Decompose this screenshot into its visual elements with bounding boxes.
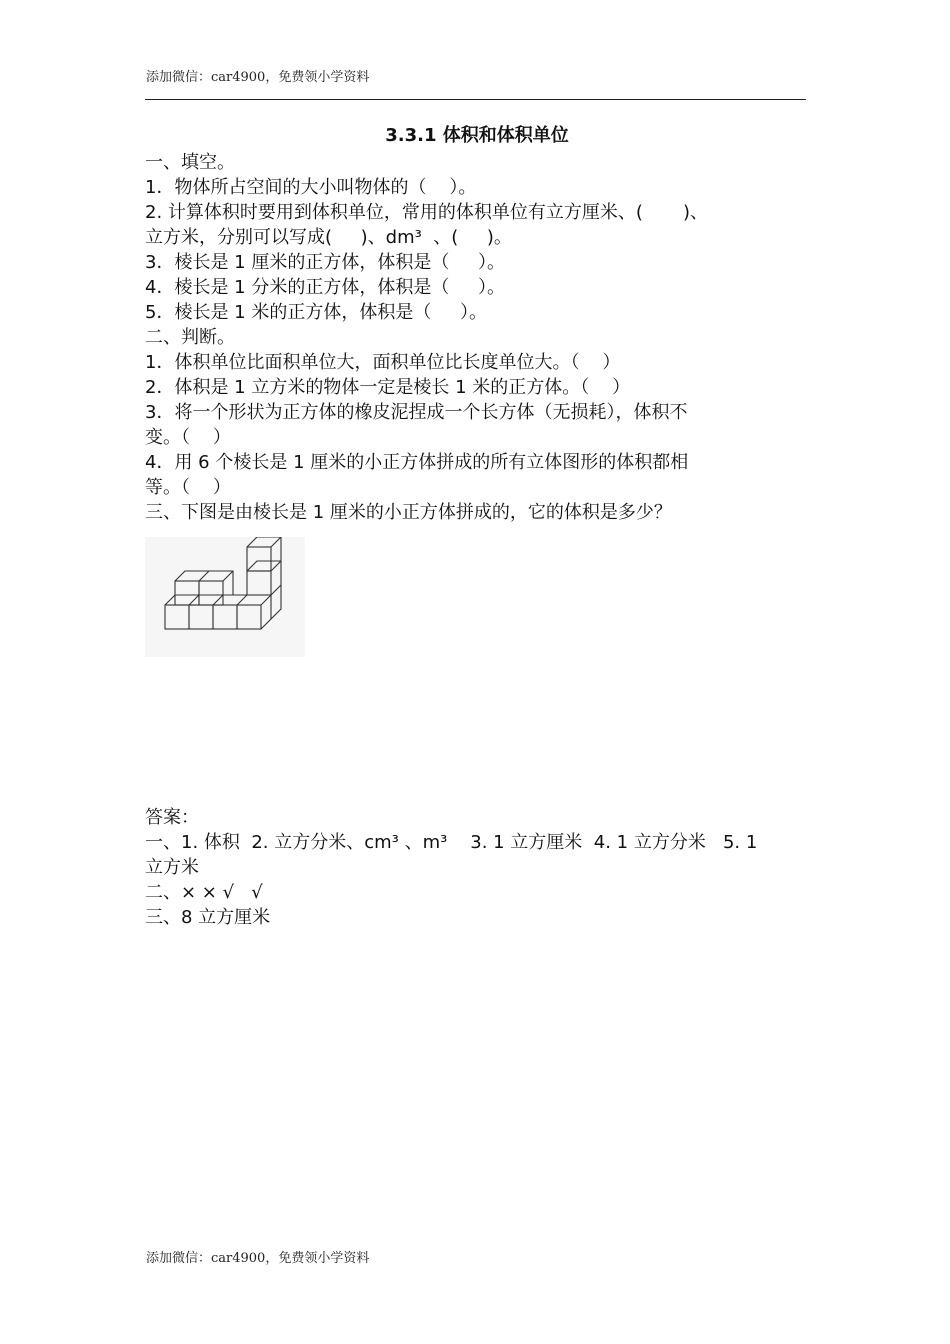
answer-line: 三、8 立方厘米 (145, 907, 271, 928)
question-line: 4．用 6 个棱长是 1 厘米的小正方体拼成的所有立体图形的体积都相 (145, 452, 689, 473)
question-line: 4．棱长是 1 分米的正方体，体积是（ ）。 (145, 277, 505, 298)
question-line: 3．将一个形状为正方体的橡皮泥捏成一个长方体（无损耗），体积不 (145, 402, 688, 423)
question-line: 2．体积是 1 立方米的物体一定是棱长 1 米的正方体。（ ） (145, 377, 631, 398)
page-footer: 添加微信：car4900，免费领小学资料 (146, 1251, 370, 1266)
question-line: 5．棱长是 1 米的正方体，体积是（ ）。 (145, 302, 487, 323)
section-heading: 三、下图是由棱长是 1 厘米的小正方体拼成的，它的体积是多少？ (145, 502, 672, 523)
question-line: 立方米，分别可以写成( )、dm³ 、( )。 (145, 227, 512, 248)
document-body (145, 122, 809, 930)
cube-figure (145, 537, 305, 657)
answers-heading: 答案： (145, 807, 199, 828)
answer-line: 立方米 (145, 857, 199, 878)
question-line: 变。（ ） (145, 427, 231, 448)
header-divider (145, 99, 806, 100)
section-heading: 一、填空。 (145, 152, 235, 173)
question-line: 2. 计算体积时要用到体积单位，常用的体积单位有立方厘米、( )、 (145, 202, 708, 223)
section-heading: 二、判断。 (145, 327, 235, 348)
question-line: 1．物体所占空间的大小叫物体的（ ）。 (145, 177, 477, 198)
answer-line: 二、× × √ √ (145, 882, 263, 903)
cube-figure-drawing (145, 537, 305, 657)
question-line: 等。（ ） (145, 477, 231, 498)
answer-line: 一、1. 体积 2. 立方分米、cm³ 、m³ 3. 1 立方厘米 4. 1 立方分米 5. 1 (145, 832, 758, 853)
page-header: 添加微信：car4900，免费领小学资料 (146, 70, 370, 85)
page-title: 3.3.1 体积和体积单位 (385, 125, 569, 146)
question-line: 1．体积单位比面积单位大，面积单位比长度单位大。（ ） (145, 352, 621, 373)
question-line: 3．棱长是 1 厘米的正方体，体积是（ ）。 (145, 252, 505, 273)
